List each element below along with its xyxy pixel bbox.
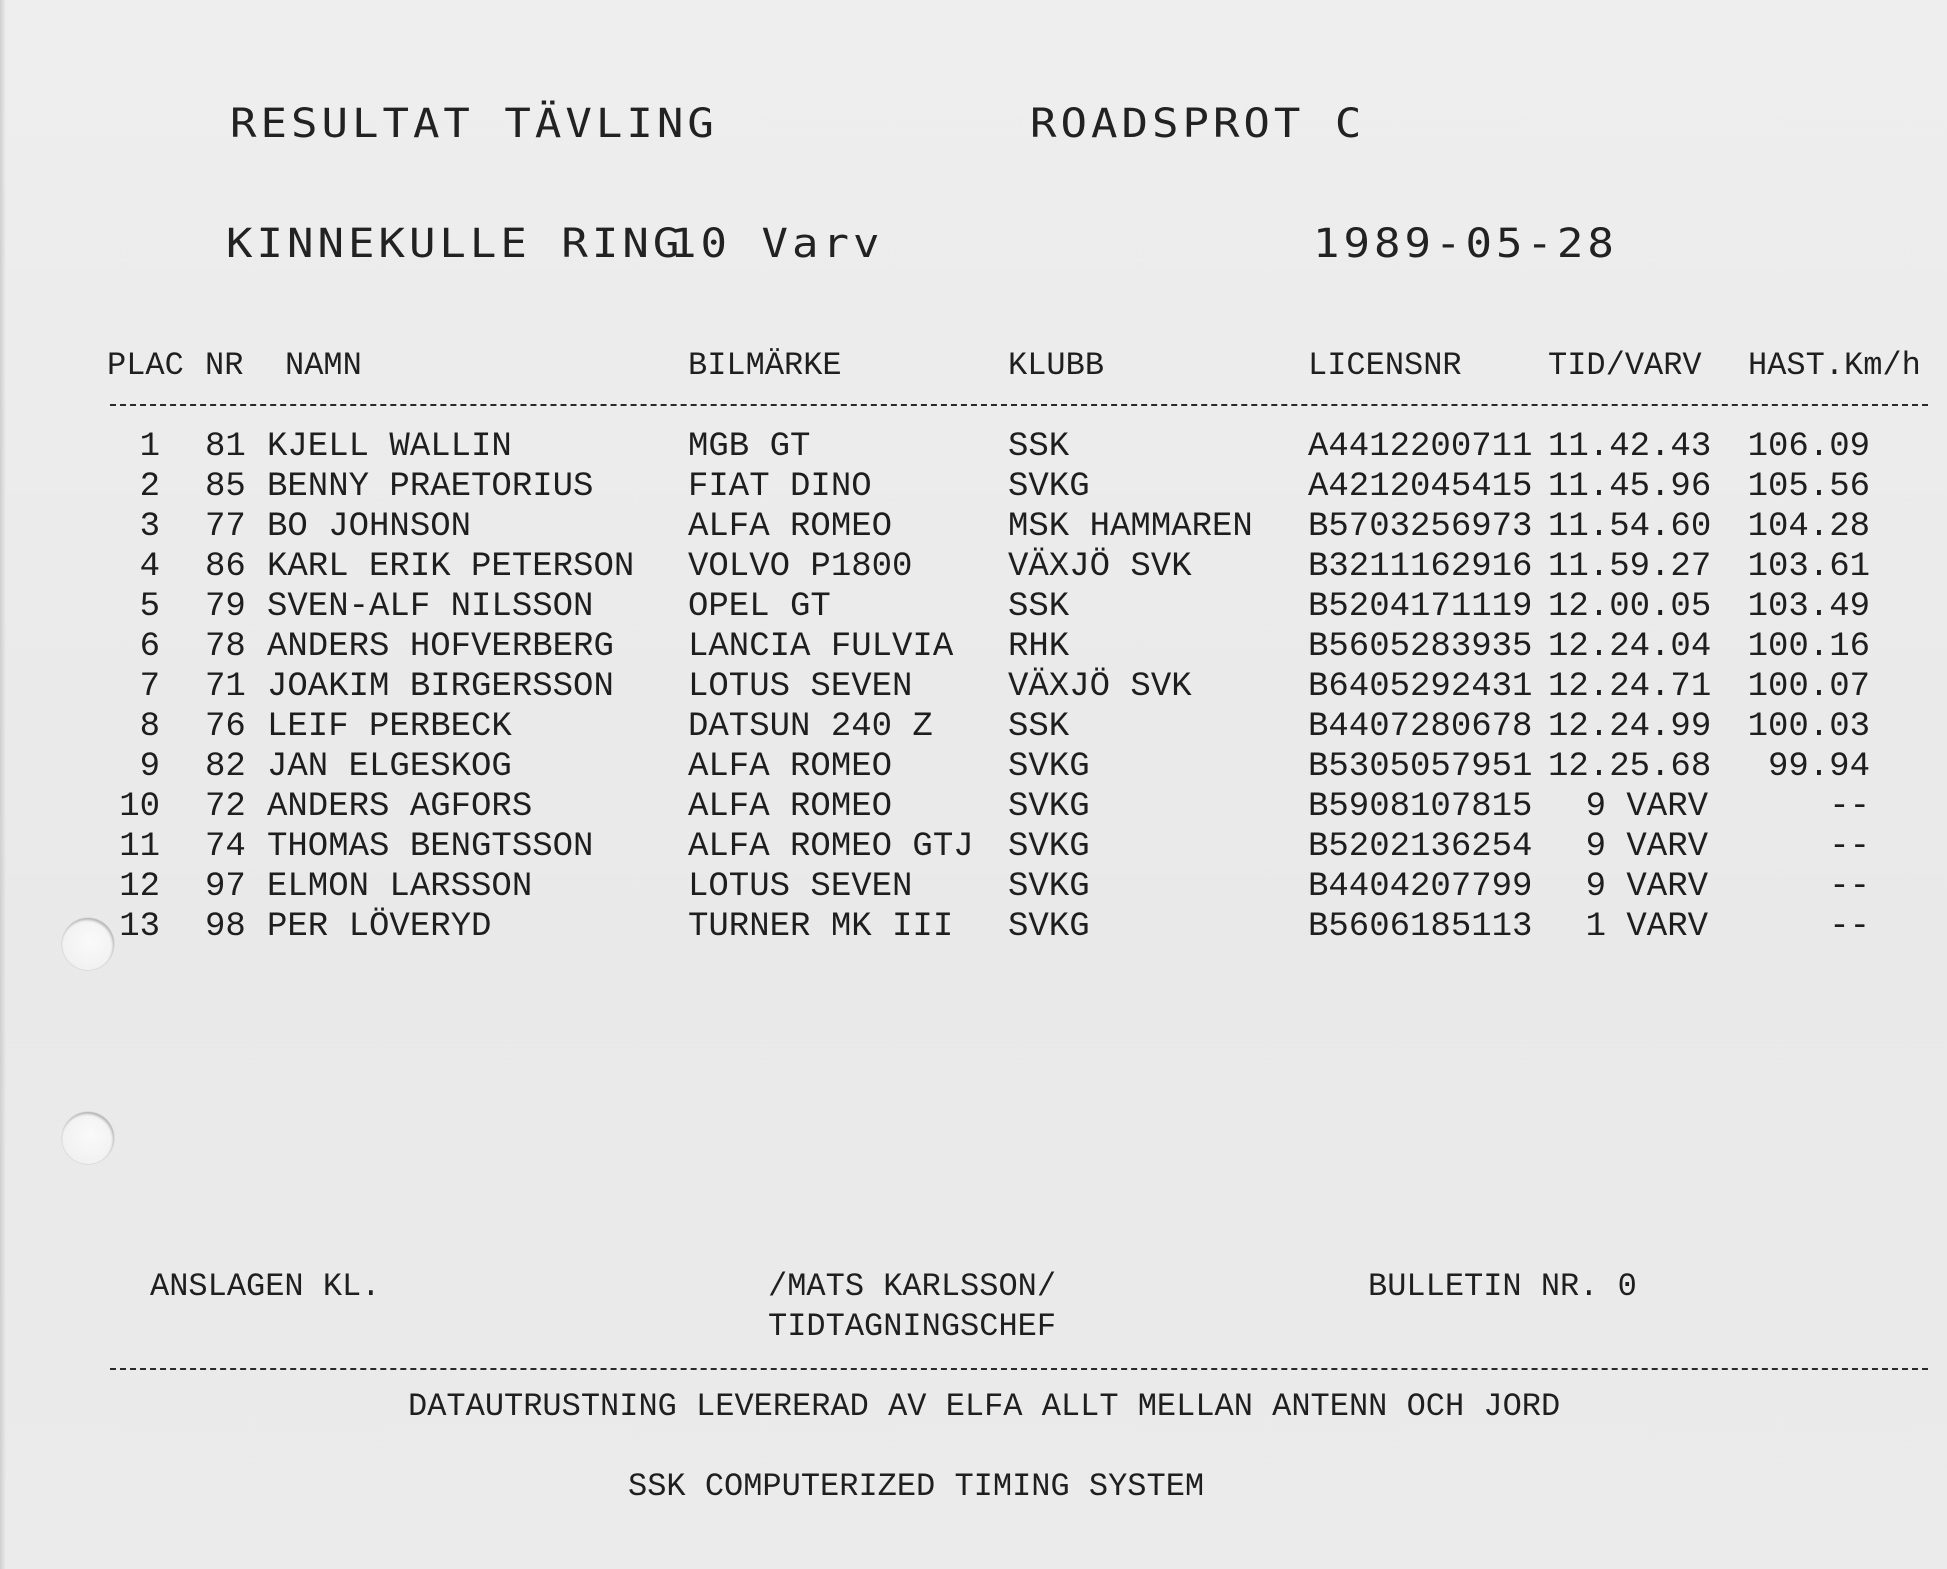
cell-klubb: VÄXJÖ SVK <box>1008 668 1192 706</box>
cell-licensnr: B5202136254 <box>1308 828 1533 866</box>
cell-klubb: SVKG <box>1008 788 1090 826</box>
cell-plac: 10 <box>119 788 160 826</box>
cell-hast: 100.03 <box>1747 708 1870 746</box>
cell-nr: 82 <box>205 748 246 786</box>
cell-plac: 4 <box>139 548 160 586</box>
title-class: ROADSPROT C <box>1030 100 1366 147</box>
cell-tid: 12.24.04 <box>1548 628 1712 666</box>
cell-hast: 99.94 <box>1767 748 1870 786</box>
cell-bilmarke: OPEL GT <box>688 588 831 626</box>
cell-namn: BENNY PRAETORIUS <box>267 468 594 506</box>
cell-plac: 3 <box>139 508 160 546</box>
cell-plac: 1 <box>139 428 160 466</box>
cell-tid: 11.59.27 <box>1548 548 1712 586</box>
cell-klubb: SSK <box>1008 428 1070 466</box>
cell-nr: 74 <box>205 828 246 866</box>
cell-hast: 106.09 <box>1747 428 1870 466</box>
header-tid: TID/VARV <box>1548 347 1702 384</box>
cell-bilmarke: LANCIA FULVIA <box>688 628 954 666</box>
cell-bilmarke: VOLVO P1800 <box>688 548 913 586</box>
cell-nr: 71 <box>205 668 246 706</box>
cell-tid: 9 VARV <box>1585 828 1708 866</box>
cell-klubb: SVKG <box>1008 908 1090 946</box>
cell-bilmarke: ALFA ROMEO <box>688 508 893 546</box>
table-row <box>0 467 1947 507</box>
cell-bilmarke: MGB GT <box>688 428 811 466</box>
table-row <box>0 547 1947 587</box>
cell-licensnr: B5305057951 <box>1308 748 1533 786</box>
cell-tid: 12.24.71 <box>1548 668 1712 706</box>
cell-nr: 79 <box>205 588 246 626</box>
cell-namn: BO JOHNSON <box>267 508 472 546</box>
cell-nr: 77 <box>205 508 246 546</box>
cell-tid: 9 VARV <box>1585 788 1708 826</box>
table-row <box>0 867 1947 907</box>
cell-plac: 11 <box>119 828 160 866</box>
cell-licensnr: A4212045415 <box>1308 468 1533 506</box>
cell-bilmarke: TURNER MK III <box>688 908 954 946</box>
table-row <box>0 747 1947 787</box>
cell-klubb: SVKG <box>1008 828 1090 866</box>
table-row <box>0 507 1947 547</box>
cell-bilmarke: ALFA ROMEO GTJ <box>688 828 974 866</box>
posted-time-label: ANSLAGEN KL. <box>150 1268 381 1305</box>
cell-bilmarke: DATSUN 240 Z <box>688 708 933 746</box>
cell-namn: THOMAS BENGTSSON <box>267 828 594 866</box>
cell-licensnr: B4407280678 <box>1308 708 1533 746</box>
cell-licensnr: B6405292431 <box>1308 668 1533 706</box>
table-row <box>0 907 1947 947</box>
cell-nr: 86 <box>205 548 246 586</box>
table-row <box>0 427 1947 467</box>
cell-bilmarke: LOTUS SEVEN <box>688 868 913 906</box>
footer-divider <box>110 1368 1928 1370</box>
table-row <box>0 707 1947 747</box>
cell-tid: 9 VARV <box>1585 868 1708 906</box>
cell-hast: 103.49 <box>1747 588 1870 626</box>
cell-tid: 12.00.05 <box>1548 588 1712 626</box>
signer-name: /MATS KARLSSON/ <box>768 1268 1057 1305</box>
cell-bilmarke: ALFA ROMEO <box>688 788 893 826</box>
cell-plac: 2 <box>139 468 160 506</box>
cell-tid: 12.24.99 <box>1548 708 1712 746</box>
cell-klubb: SVKG <box>1008 748 1090 786</box>
header-nr: NR <box>205 347 244 384</box>
cell-klubb: SSK <box>1008 708 1070 746</box>
cell-klubb: VÄXJÖ SVK <box>1008 548 1192 586</box>
cell-hast: 100.07 <box>1747 668 1870 706</box>
cell-licensnr: B5908107815 <box>1308 788 1533 826</box>
equipment-credit: DATAUTRUSTNING LEVERERAD AV ELFA ALLT MELLAN ANTENN OCH JORD <box>408 1388 1561 1425</box>
cell-bilmarke: FIAT DINO <box>688 468 872 506</box>
cell-klubb: SVKG <box>1008 468 1090 506</box>
cell-bilmarke: ALFA ROMEO <box>688 748 893 786</box>
cell-licensnr: B4404207799 <box>1308 868 1533 906</box>
title-track: KINNEKULLE RING <box>226 220 684 267</box>
cell-nr: 76 <box>205 708 246 746</box>
cell-namn: JAN ELGESKOG <box>267 748 512 786</box>
cell-nr: 72 <box>205 788 246 826</box>
header-plac: PLAC <box>107 347 184 384</box>
cell-bilmarke: LOTUS SEVEN <box>688 668 913 706</box>
cell-nr: 81 <box>205 428 246 466</box>
cell-namn: ANDERS AGFORS <box>267 788 533 826</box>
punch-hole <box>62 1112 114 1164</box>
cell-tid: 11.54.60 <box>1548 508 1712 546</box>
cell-nr: 85 <box>205 468 246 506</box>
header-bilmarke: BILMÄRKE <box>688 347 842 384</box>
cell-namn: PER LÖVERYD <box>267 908 492 946</box>
header-hast: HAST.Km/h <box>1748 347 1921 384</box>
cell-plac: 6 <box>139 628 160 666</box>
cell-plac: 5 <box>139 588 160 626</box>
cell-licensnr: B3211162916 <box>1308 548 1533 586</box>
cell-licensnr: B5703256973 <box>1308 508 1533 546</box>
cell-hast: 100.16 <box>1747 628 1870 666</box>
signer-title: TIDTAGNINGSCHEF <box>768 1308 1057 1345</box>
cell-namn: ANDERS HOFVERBERG <box>267 628 614 666</box>
cell-namn: SVEN-ALF NILSSON <box>267 588 594 626</box>
table-row <box>0 587 1947 627</box>
cell-plac: 12 <box>119 868 160 906</box>
header-klubb: KLUBB <box>1008 347 1105 384</box>
cell-licensnr: B5204171119 <box>1308 588 1533 626</box>
cell-klubb: MSK HAMMAREN <box>1008 508 1253 546</box>
cell-namn: KARL ERIK PETERSON <box>267 548 635 586</box>
cell-hast: 103.61 <box>1747 548 1870 586</box>
table-row <box>0 787 1947 827</box>
cell-hast: 105.56 <box>1747 468 1870 506</box>
cell-hast: 104.28 <box>1747 508 1870 546</box>
cell-plac: 8 <box>139 708 160 746</box>
cell-plac: 7 <box>139 668 160 706</box>
cell-nr: 97 <box>205 868 246 906</box>
cell-licensnr: B5605283935 <box>1308 628 1533 666</box>
table-row <box>0 627 1947 667</box>
cell-klubb: SVKG <box>1008 868 1090 906</box>
punch-hole <box>62 918 114 970</box>
timing-system: SSK COMPUTERIZED TIMING SYSTEM <box>628 1468 1205 1505</box>
header-namn: NAMN <box>285 347 362 384</box>
title-date: 1989-05-28 <box>1313 220 1618 267</box>
cell-hast: -- <box>1829 828 1870 866</box>
cell-namn: LEIF PERBECK <box>267 708 512 746</box>
cell-plac: 13 <box>119 908 160 946</box>
header-divider <box>110 404 1928 406</box>
cell-tid: 1 VARV <box>1585 908 1708 946</box>
cell-hast: -- <box>1829 908 1870 946</box>
title-competition: RESULTAT TÄVLING <box>230 100 718 147</box>
bulletin-number: BULLETIN NR. 0 <box>1368 1268 1637 1305</box>
cell-namn: KJELL WALLIN <box>267 428 512 466</box>
cell-plac: 9 <box>139 748 160 786</box>
table-row <box>0 827 1947 867</box>
cell-namn: JOAKIM BIRGERSSON <box>267 668 614 706</box>
cell-licensnr: B5606185113 <box>1308 908 1533 946</box>
cell-tid: 11.42.43 <box>1548 428 1712 466</box>
cell-tid: 12.25.68 <box>1548 748 1712 786</box>
title-laps: 10 Varv <box>670 220 884 267</box>
cell-nr: 78 <box>205 628 246 666</box>
cell-tid: 11.45.96 <box>1548 468 1712 506</box>
cell-hast: -- <box>1829 788 1870 826</box>
cell-licensnr: A4412200711 <box>1308 428 1533 466</box>
cell-hast: -- <box>1829 868 1870 906</box>
cell-klubb: SSK <box>1008 588 1070 626</box>
cell-klubb: RHK <box>1008 628 1070 666</box>
table-row <box>0 667 1947 707</box>
cell-namn: ELMON LARSSON <box>267 868 533 906</box>
cell-nr: 98 <box>205 908 246 946</box>
header-licensnr: LICENSNR <box>1308 347 1462 384</box>
